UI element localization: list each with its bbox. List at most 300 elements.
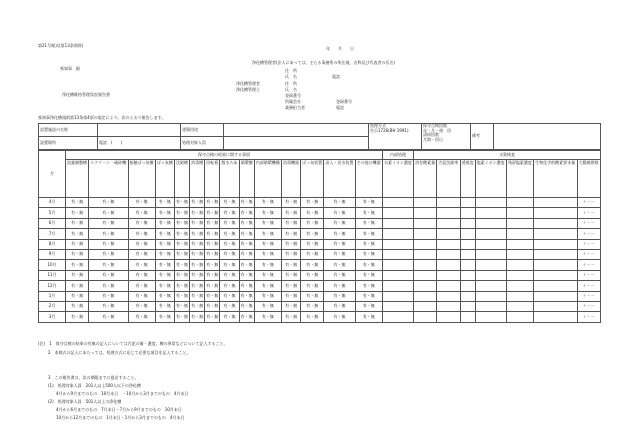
status-cell[interactable]: 有・無 <box>128 198 155 208</box>
value-cell[interactable] <box>460 249 475 259</box>
status-cell[interactable]: 有・無 <box>155 218 174 228</box>
table-row <box>39 301 601 311</box>
status-cell[interactable]: 有・無 <box>239 198 254 208</box>
status-cell[interactable]: 有・無 <box>205 301 220 311</box>
status-cell[interactable]: 有・無 <box>239 249 254 259</box>
status-cell[interactable]: 有・無 <box>205 198 220 208</box>
status-cell[interactable]: 有・無 <box>355 218 382 228</box>
value-cell[interactable] <box>460 218 475 228</box>
status-cell[interactable]: 有・無 <box>301 301 324 311</box>
manager-note: 浄化槽管理者(法人にあっては、主たる事務所の所在地、名称及び代表者の氏名) <box>252 60 396 65</box>
value-cell[interactable] <box>414 270 437 280</box>
value-cell[interactable] <box>437 208 460 218</box>
value-cell[interactable] <box>534 239 577 249</box>
value-cell[interactable] <box>460 312 475 322</box>
status-cell[interactable]: 有・無 <box>205 291 220 301</box>
status-cell[interactable]: 有・無 <box>301 291 324 301</box>
status-cell[interactable]: 有・無 <box>128 249 155 259</box>
status-cell[interactable]: 有・無 <box>239 291 254 301</box>
status-cell[interactable]: 有・無 <box>128 239 155 249</box>
status-cell[interactable]: 有・無 <box>324 260 355 270</box>
value-cell[interactable] <box>506 249 533 259</box>
status-cell[interactable]: 有・無 <box>205 239 220 249</box>
value-cell[interactable] <box>475 260 506 270</box>
coliform-cell[interactable]: ＋・－ <box>577 291 600 301</box>
status-cell[interactable]: 有・無 <box>89 301 128 311</box>
status-cell[interactable]: 有・無 <box>324 301 355 311</box>
status-cell[interactable]: 有・無 <box>66 208 89 218</box>
value-cell[interactable] <box>506 198 533 208</box>
status-cell[interactable]: 有・無 <box>190 260 205 270</box>
status-cell[interactable]: 有・無 <box>220 301 239 311</box>
coliform-cell[interactable]: ＋・－ <box>577 260 600 270</box>
status-cell[interactable]: 有・無 <box>254 312 281 322</box>
status-cell[interactable]: 有・無 <box>301 239 324 249</box>
coliform-cell[interactable]: ＋・－ <box>577 281 600 291</box>
status-cell[interactable]: 有・無 <box>355 229 382 239</box>
status-cell[interactable]: 有・無 <box>89 249 128 259</box>
status-cell[interactable]: 有・無 <box>174 239 189 249</box>
status-cell[interactable]: 有・無 <box>205 260 220 270</box>
status-cell[interactable]: 有・無 <box>128 301 155 311</box>
value-cell[interactable] <box>437 291 460 301</box>
status-cell[interactable]: 有・無 <box>174 312 189 322</box>
status-cell[interactable]: 有・無 <box>89 270 128 280</box>
status-cell[interactable]: 有・無 <box>254 229 281 239</box>
month-cell: 1月 <box>39 291 66 301</box>
status-cell[interactable]: 有・無 <box>89 208 128 218</box>
status-cell[interactable]: 有・無 <box>155 208 174 218</box>
status-cell[interactable]: 有・無 <box>324 312 355 322</box>
value-cell[interactable] <box>414 260 437 270</box>
value-cell[interactable] <box>460 281 475 291</box>
value-cell[interactable] <box>460 239 475 249</box>
value-period: 月間・回日 <box>423 136 443 142</box>
form-number: 第21号様式(第13条関係) <box>38 43 84 48</box>
item-header-6: 回転板 <box>205 160 220 198</box>
status-cell[interactable]: 有・無 <box>174 260 189 270</box>
status-cell[interactable]: 有・無 <box>155 249 174 259</box>
status-cell[interactable]: 有・無 <box>89 198 128 208</box>
value-cell[interactable] <box>475 281 506 291</box>
status-cell[interactable]: 有・無 <box>174 198 189 208</box>
value-interval: 年・月・週 回 <box>423 127 451 133</box>
value-cell[interactable] <box>437 312 460 322</box>
status-cell[interactable]: 有・無 <box>128 218 155 228</box>
status-cell[interactable]: 有・無 <box>128 281 155 291</box>
status-cell[interactable]: 有・無 <box>190 208 205 218</box>
value-cell[interactable] <box>460 291 475 301</box>
status-cell[interactable]: 有・無 <box>254 270 281 280</box>
grid-body <box>39 198 601 323</box>
status-cell[interactable]: 有・無 <box>355 312 382 322</box>
field-name-2: 氏 名 <box>285 87 297 92</box>
status-cell[interactable]: 有・無 <box>190 249 205 259</box>
status-cell[interactable]: 有・無 <box>324 208 355 218</box>
value-cell[interactable] <box>460 229 475 239</box>
status-cell[interactable]: 有・無 <box>355 260 382 270</box>
value-cell[interactable] <box>460 260 475 270</box>
status-cell[interactable]: 有・無 <box>89 229 128 239</box>
status-cell[interactable]: 有・無 <box>174 301 189 311</box>
status-cell[interactable]: 有・無 <box>89 239 128 249</box>
label-remarks: 備考 <box>471 124 494 150</box>
value-cell[interactable] <box>534 198 577 208</box>
status-cell[interactable]: 有・無 <box>66 270 89 280</box>
status-cell[interactable]: 有・無 <box>128 208 155 218</box>
value-cell[interactable] <box>534 218 577 228</box>
value-cell[interactable] <box>475 301 506 311</box>
status-cell[interactable]: 有・無 <box>301 260 324 270</box>
status-cell[interactable]: 有・無 <box>66 218 89 228</box>
status-cell[interactable]: 有・無 <box>155 281 174 291</box>
value-cell[interactable] <box>414 208 437 218</box>
status-cell[interactable]: 有・無 <box>281 270 300 280</box>
item-header-1: スクリーン・破砕機 <box>89 160 128 198</box>
status-cell[interactable]: 有・無 <box>174 249 189 259</box>
status-cell[interactable]: 有・無 <box>220 208 239 218</box>
status-cell[interactable]: 有・無 <box>254 260 281 270</box>
status-cell[interactable]: 有・無 <box>254 218 281 228</box>
status-cell[interactable]: 有・無 <box>155 270 174 280</box>
value-cell[interactable] <box>382 281 413 291</box>
value-cell[interactable] <box>506 229 533 239</box>
value-method: 告示1726(BH 1991) <box>370 127 409 133</box>
value-cell[interactable] <box>382 229 413 239</box>
status-cell[interactable]: 有・無 <box>324 249 355 259</box>
status-cell[interactable]: 有・無 <box>239 270 254 280</box>
status-cell[interactable]: 有・無 <box>324 270 355 280</box>
status-cell[interactable]: 有・無 <box>190 239 205 249</box>
coliform-cell[interactable]: ＋・－ <box>577 301 600 311</box>
status-cell[interactable]: 有・無 <box>324 218 355 228</box>
status-cell[interactable]: 有・無 <box>324 229 355 239</box>
value-cell[interactable] <box>475 270 506 280</box>
status-cell[interactable]: 有・無 <box>155 260 174 270</box>
value-cell[interactable] <box>382 249 413 259</box>
status-cell[interactable]: 有・無 <box>301 208 324 218</box>
value-cell[interactable] <box>437 218 460 228</box>
value-cell[interactable] <box>534 270 577 280</box>
item-header-14: 水素イオン濃度 <box>382 160 413 198</box>
coliform-cell[interactable]: ＋・－ <box>577 208 600 218</box>
status-cell[interactable]: 有・無 <box>301 229 324 239</box>
status-cell[interactable]: 有・無 <box>220 260 239 270</box>
value-cell[interactable] <box>437 270 460 280</box>
status-cell[interactable]: 有・無 <box>190 218 205 228</box>
status-cell[interactable]: 有・無 <box>254 291 281 301</box>
status-cell[interactable]: 有・無 <box>254 208 281 218</box>
coliform-cell[interactable]: ＋・－ <box>577 312 600 322</box>
status-cell[interactable]: 有・無 <box>205 270 220 280</box>
status-cell[interactable]: 有・無 <box>220 198 239 208</box>
status-cell[interactable]: 有・無 <box>89 312 128 322</box>
status-cell[interactable]: 有・無 <box>301 281 324 291</box>
value-cell[interactable] <box>382 291 413 301</box>
status-cell[interactable]: 有・無 <box>220 249 239 259</box>
status-cell[interactable]: 有・無 <box>89 260 128 270</box>
status-cell[interactable]: 有・無 <box>220 291 239 301</box>
status-cell[interactable]: 有・無 <box>220 218 239 228</box>
value-cell[interactable] <box>460 198 475 208</box>
status-cell[interactable]: 有・無 <box>281 291 300 301</box>
status-cell[interactable]: 有・無 <box>128 260 155 270</box>
status-cell[interactable]: 有・無 <box>66 291 89 301</box>
status-cell[interactable]: 有・無 <box>301 198 324 208</box>
value-cell[interactable] <box>382 218 413 228</box>
value-cell[interactable] <box>534 312 577 322</box>
status-cell[interactable]: 有・無 <box>324 281 355 291</box>
table-row <box>39 198 601 208</box>
status-cell[interactable]: 有・無 <box>190 198 205 208</box>
status-cell[interactable]: 有・無 <box>239 260 254 270</box>
status-cell[interactable]: 有・無 <box>128 270 155 280</box>
status-cell[interactable]: 有・無 <box>155 239 174 249</box>
status-cell[interactable]: 有・無 <box>205 229 220 239</box>
value-cell[interactable] <box>414 249 437 259</box>
value-cell[interactable] <box>475 249 506 259</box>
status-cell[interactable]: 有・無 <box>355 270 382 280</box>
value-cell[interactable] <box>414 281 437 291</box>
table-row <box>39 260 601 270</box>
status-cell[interactable]: 有・無 <box>355 198 382 208</box>
item-header-19: 残留塩素濃度 <box>506 160 533 198</box>
value-cell[interactable] <box>437 249 460 259</box>
status-cell[interactable]: 有・無 <box>281 312 300 322</box>
status-cell[interactable]: 有・無 <box>190 270 205 280</box>
status-cell[interactable]: 有・無 <box>301 270 324 280</box>
value-cell[interactable] <box>534 291 577 301</box>
status-cell[interactable]: 有・無 <box>155 301 174 311</box>
value-cell[interactable] <box>414 218 437 228</box>
value-cell[interactable] <box>506 208 533 218</box>
value-cell[interactable] <box>475 218 506 228</box>
value-cell[interactable] <box>382 198 413 208</box>
status-cell[interactable]: 有・無 <box>66 281 89 291</box>
value-manager-person <box>224 137 369 150</box>
status-cell[interactable]: 有・無 <box>128 229 155 239</box>
status-cell[interactable]: 有・無 <box>324 198 355 208</box>
item-header-11: ばっ気装置 <box>301 160 324 198</box>
status-cell[interactable]: 有・無 <box>190 281 205 291</box>
value-cell[interactable] <box>475 239 506 249</box>
status-cell[interactable]: 有・無 <box>254 301 281 311</box>
value-cell[interactable] <box>414 229 437 239</box>
status-cell[interactable]: 有・無 <box>89 281 128 291</box>
status-cell[interactable]: 有・無 <box>324 239 355 249</box>
status-cell[interactable]: 有・無 <box>155 198 174 208</box>
value-cell[interactable] <box>506 239 533 249</box>
status-cell[interactable]: 有・無 <box>281 301 300 311</box>
status-cell[interactable]: 有・無 <box>128 291 155 301</box>
status-cell[interactable]: 有・無 <box>174 208 189 218</box>
status-cell[interactable]: 有・無 <box>239 218 254 228</box>
label-manager-person: 処理対象人員 <box>181 137 224 150</box>
value-cell[interactable] <box>460 301 475 311</box>
group-header-left: 保守点検の結果に関する事項 <box>66 151 383 160</box>
coliform-cell[interactable]: ＋・－ <box>577 249 600 259</box>
value-cell[interactable] <box>475 208 506 218</box>
status-cell[interactable]: 有・無 <box>324 291 355 301</box>
status-cell[interactable]: 有・無 <box>281 208 300 218</box>
table-row <box>39 218 601 228</box>
status-cell[interactable]: 有・無 <box>66 260 89 270</box>
status-cell[interactable]: 有・無 <box>239 312 254 322</box>
status-cell[interactable]: 有・無 <box>220 281 239 291</box>
status-cell[interactable]: 有・無 <box>66 301 89 311</box>
status-cell[interactable]: 有・無 <box>281 218 300 228</box>
value-cell[interactable] <box>534 281 577 291</box>
status-cell[interactable]: 有・無 <box>254 281 281 291</box>
value-cell[interactable] <box>506 291 533 301</box>
status-cell[interactable]: 有・無 <box>281 281 300 291</box>
status-cell[interactable]: 有・無 <box>89 291 128 301</box>
status-cell[interactable]: 有・無 <box>66 249 89 259</box>
status-cell[interactable]: 有・無 <box>254 249 281 259</box>
label-capacity: 保守点検回数 <box>423 123 447 128</box>
header-info-table <box>38 123 601 150</box>
status-cell[interactable]: 有・無 <box>66 198 89 208</box>
status-cell[interactable]: 有・無 <box>190 301 205 311</box>
item-header-13: その他の機器 <box>355 160 382 198</box>
value-cell[interactable] <box>506 218 533 228</box>
value-cell[interactable] <box>382 301 413 311</box>
status-cell[interactable]: 有・無 <box>155 291 174 301</box>
capacity-cell <box>422 124 471 150</box>
status-cell[interactable]: 有・無 <box>205 208 220 218</box>
status-cell[interactable]: 有・無 <box>355 249 382 259</box>
status-cell[interactable]: 有・無 <box>254 198 281 208</box>
value-cell[interactable] <box>437 229 460 239</box>
value-cell[interactable] <box>414 198 437 208</box>
status-cell[interactable]: 有・無 <box>220 229 239 239</box>
status-cell[interactable]: 有・無 <box>301 312 324 322</box>
status-cell[interactable]: 有・無 <box>66 312 89 322</box>
coliform-cell[interactable]: ＋・－ <box>577 239 600 249</box>
status-cell[interactable]: 有・無 <box>239 229 254 239</box>
status-cell[interactable]: 有・無 <box>174 218 189 228</box>
status-cell[interactable]: 有・無 <box>174 229 189 239</box>
value-cell[interactable] <box>475 198 506 208</box>
status-cell[interactable]: 有・無 <box>239 208 254 218</box>
value-cell[interactable] <box>506 260 533 270</box>
status-cell[interactable]: 有・無 <box>190 312 205 322</box>
label-location: 設置場所 <box>39 137 98 150</box>
value-cell[interactable] <box>506 270 533 280</box>
coliform-cell[interactable]: ＋・－ <box>577 270 600 280</box>
status-cell[interactable]: 有・無 <box>281 198 300 208</box>
label-clean-count: 清掃回数 <box>423 132 439 138</box>
value-cell[interactable] <box>534 301 577 311</box>
value-cell[interactable] <box>414 301 437 311</box>
value-cell[interactable] <box>437 239 460 249</box>
addressee: 県知事 殿 <box>60 66 80 71</box>
status-cell[interactable]: 有・無 <box>239 239 254 249</box>
value-remarks <box>494 124 601 150</box>
status-cell[interactable]: 有・無 <box>355 281 382 291</box>
value-facility-name <box>98 124 181 137</box>
value-cell[interactable] <box>506 312 533 322</box>
status-cell[interactable]: 有・無 <box>301 249 324 259</box>
value-cell[interactable] <box>382 312 413 322</box>
status-cell[interactable]: 有・無 <box>239 281 254 291</box>
status-cell[interactable]: 有・無 <box>281 239 300 249</box>
coliform-cell[interactable]: ＋・－ <box>577 218 600 228</box>
value-cell[interactable] <box>382 208 413 218</box>
value-cell[interactable] <box>437 260 460 270</box>
note-1: (注) 1 保守点検の結果の有無の記入については汚泥の量・濃度、槽の異常などについて記入すること。 <box>38 341 228 346</box>
coliform-cell[interactable]: ＋・－ <box>577 229 600 239</box>
status-cell[interactable]: 有・無 <box>66 239 89 249</box>
status-cell[interactable]: 有・無 <box>220 239 239 249</box>
value-cell[interactable] <box>506 301 533 311</box>
status-cell[interactable]: 有・無 <box>190 229 205 239</box>
value-cell[interactable] <box>534 208 577 218</box>
value-cell[interactable] <box>437 281 460 291</box>
status-cell[interactable]: 有・無 <box>355 208 382 218</box>
status-cell[interactable]: 有・無 <box>66 229 89 239</box>
note-6: (2) 処理対象人員 501人以上の浄化槽 <box>48 399 122 404</box>
status-cell[interactable]: 有・無 <box>355 301 382 311</box>
status-cell[interactable]: 有・無 <box>220 312 239 322</box>
value-cell[interactable] <box>382 260 413 270</box>
status-cell[interactable]: 有・無 <box>301 218 324 228</box>
item-header-9: 内部循環機構 <box>254 160 281 198</box>
month-cell: 9月 <box>39 249 66 259</box>
value-cell[interactable] <box>460 270 475 280</box>
status-cell[interactable]: 有・無 <box>281 249 300 259</box>
value-cell[interactable] <box>534 229 577 239</box>
value-cell[interactable] <box>414 239 437 249</box>
status-cell[interactable]: 有・無 <box>89 218 128 228</box>
status-cell[interactable]: 有・無 <box>190 291 205 301</box>
value-cell[interactable] <box>437 198 460 208</box>
value-cell[interactable] <box>382 239 413 249</box>
status-cell[interactable]: 有・無 <box>254 239 281 249</box>
value-cell[interactable] <box>475 312 506 322</box>
value-cell[interactable] <box>534 249 577 259</box>
status-cell[interactable]: 有・無 <box>128 312 155 322</box>
status-cell[interactable]: 有・無 <box>155 229 174 239</box>
value-cell[interactable] <box>437 301 460 311</box>
value-cell[interactable] <box>475 229 506 239</box>
status-cell[interactable]: 有・無 <box>174 291 189 301</box>
status-cell[interactable]: 有・無 <box>220 270 239 280</box>
status-cell[interactable]: 有・無 <box>355 239 382 249</box>
status-cell[interactable]: 有・無 <box>205 249 220 259</box>
status-cell[interactable]: 有・無 <box>281 229 300 239</box>
status-cell[interactable]: 有・無 <box>155 312 174 322</box>
value-cell[interactable] <box>460 208 475 218</box>
value-cell[interactable] <box>414 291 437 301</box>
value-cell[interactable] <box>475 291 506 301</box>
status-cell[interactable]: 有・無 <box>355 291 382 301</box>
status-cell[interactable]: 有・無 <box>239 301 254 311</box>
value-cell[interactable] <box>382 270 413 280</box>
status-cell[interactable]: 有・無 <box>174 270 189 280</box>
value-cell[interactable] <box>534 260 577 270</box>
field-address-1: 住 所 <box>285 68 297 73</box>
status-cell[interactable]: 有・無 <box>281 260 300 270</box>
coliform-cell[interactable]: ＋・－ <box>577 198 600 208</box>
status-cell[interactable]: 有・無 <box>174 281 189 291</box>
status-cell[interactable]: 有・無 <box>205 218 220 228</box>
item-header-8: 循環槽 <box>239 160 254 198</box>
value-cell[interactable] <box>506 281 533 291</box>
status-cell[interactable]: 有・無 <box>205 281 220 291</box>
status-cell[interactable]: 有・無 <box>205 312 220 322</box>
value-cell[interactable] <box>414 312 437 322</box>
